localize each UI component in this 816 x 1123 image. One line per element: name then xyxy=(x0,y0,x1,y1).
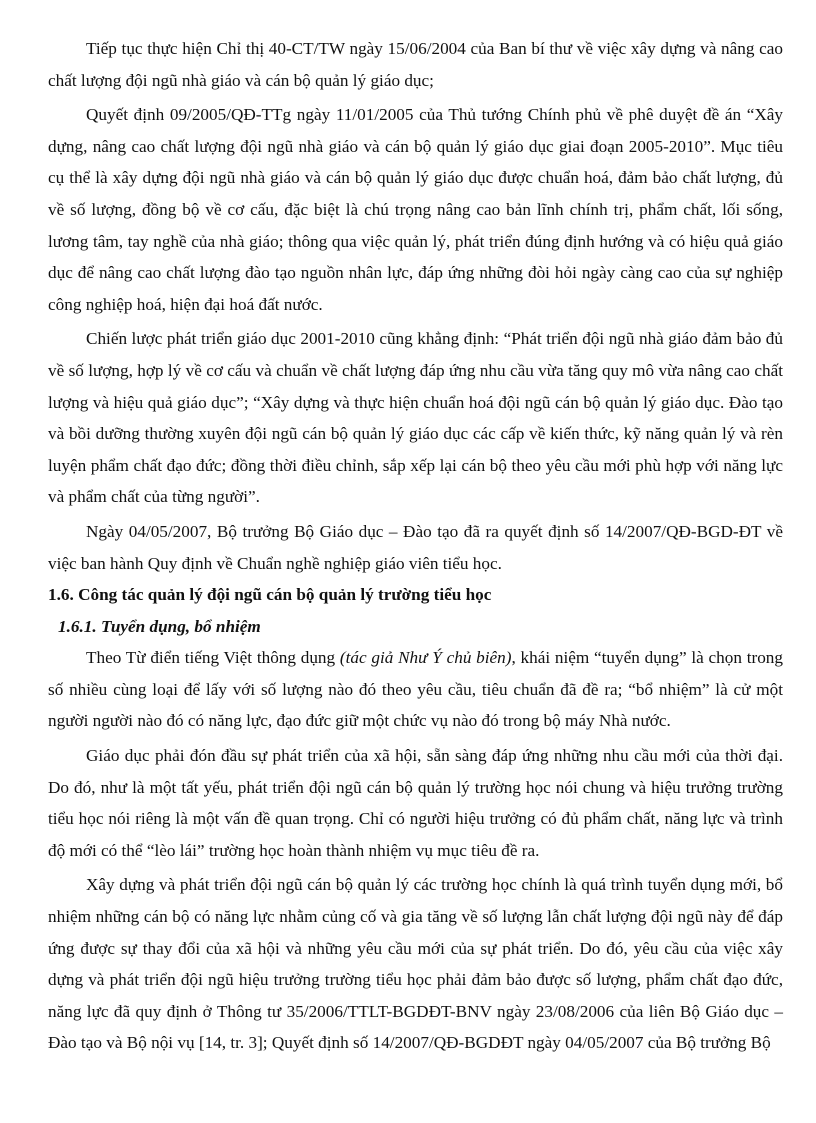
paragraph-education-development: Giáo dục phải đón đầu sự phát triển của xã hội, sẵn sàng đáp ứng những nhu cầu mới của thời đại. Do đó, như là một tất yếu, phát triển đội ngũ cán bộ quản lý trường học nói chung và hiệu trưởng trường tiểu học nói riêng là một vấn đề quan trọng. Chỉ có người hiệu trưởng có đủ phẩm chất, năng lực và trình độ mới có thể “lèo lái” trường học hoàn thành nhiệm vụ mục tiêu đề ra. xyxy=(48,746,783,860)
section-heading: 1.6. Công tác quản lý đội ngũ cán bộ quản lý trường tiểu học xyxy=(48,585,492,605)
paragraph-directive-40: Tiếp tục thực hiện Chỉ thị 40-CT/TW ngày 15/06/2004 của Ban bí thư về việc xây dựng và nâng cao chất lượng đội ngũ nhà giáo và cán bộ quản lý giáo dục; xyxy=(48,39,783,90)
definition-text-end: , khái niệm “tuyển dụng” là chọn trong số nhiều cùng loại để lấy với số lượng nào đó theo yêu cầu, tiêu chuẩn đã đề ra; “bổ nhiệm” là cử một người người nào đó có năng lực, đạo đức giữ một chức vụ nào đó trong bộ máy Nhà nước. xyxy=(48,648,783,731)
document-page xyxy=(48,33,783,1059)
definition-text-start: Theo Từ điển tiếng Việt thông dụng xyxy=(86,648,340,668)
paragraph-strategy-2001-2010: Chiến lược phát triển giáo dục 2001-2010 cũng khẳng định: “Phát triển đội ngũ nhà giáo đảm bảo đủ về số lượng, hợp lý về cơ cấu và chuẩn về chất lượng đáp ứng nhu cầu vừa tăng quy mô vừa nâng cao chất lượng và hiệu quả giáo dục”; “Xây dựng và thực hiện chuẩn hoá đội ngũ cán bộ quản lý giáo dục. Đào tạo và bồi dưỡng thường xuyên đội ngũ cán bộ quản lý giáo dục các cấp về kiến thức, kỹ năng quản lý và rèn luyện phẩm chất đạo đức; đồng thời điều chỉnh, sắp xếp lại cán bộ theo yêu cầu mới phù hợp với năng lực và phẩm chất của từng người”. xyxy=(48,329,783,507)
paragraph-decision-14: Ngày 04/05/2007, Bộ trưởng Bộ Giáo dục – Đào tạo đã ra quyết định số 14/2007/QĐ-BGD-ĐT về việc ban hành Quy định về Chuẩn nghề nghiệp giáo viên tiểu học. xyxy=(48,521,783,573)
definition-source-italic: (tác giả Như Ý chủ biên) xyxy=(339,648,512,668)
subsection-heading: 1.6.1. Tuyển dụng, bổ nhiệm xyxy=(58,616,261,636)
paragraph-decision-09: Quyết định 09/2005/QĐ-TTg ngày 11/01/2005 của Thủ tướng Chính phủ về phê duyệt đề án “Xây dựng, nâng cao chất lượng đội ngũ nhà giáo và cán bộ quản lý giáo dục giai đoạn 2005-2010”. Mục tiêu cụ thể là xây dựng đội ngũ nhà giáo và cán bộ quản lý giáo dục được chuẩn hoá, đảm bảo chất lượng, đủ về số lượng, đồng bộ về cơ cấu, đặc biệt là chú trọng nâng cao bản lĩnh chính trị, phẩm chất, lối sống, lương tâm, tay nghề của nhà giáo; thông qua việc quản lý, phát triển đúng định hướng và có hiệu quả giáo dục để nâng cao chất lượng đào tạo nguồn nhân lực, đáp ứng những đòi hỏi ngày càng cao của sự nghiệp công nghiệp hoá, hiện đại hoá đất nước. xyxy=(48,105,783,314)
paragraph-dictionary-definition xyxy=(48,642,783,737)
paragraph-staff-building: Xây dựng và phát triển đội ngũ cán bộ quản lý các trường học chính là quá trình tuyển dụng mới, bổ nhiệm những cán bộ có năng lực nhằm củng cố và gia tăng về số lượng lẫn chất lượng đội ngũ này để đáp ứng được sự thay đổi của xã hội và những yêu cầu mới của sự phát triển. Do đó, yêu cầu của việc xây dựng và phát triển đội ngũ hiệu trưởng trường tiểu học phải đảm bảo được số lượng, phẩm chất đạo đức, năng lực đã quy định ở Thông tư 35/2006/TTLT-BGDĐT-BNV ngày 23/08/2006 của liên Bộ Giáo dục – Đào tạo và Bộ nội vụ [14, tr. 3]; Quyết định số 14/2007/QĐ-BGDĐT ngày 04/05/2007 của Bộ trưởng Bộ xyxy=(48,875,783,1053)
